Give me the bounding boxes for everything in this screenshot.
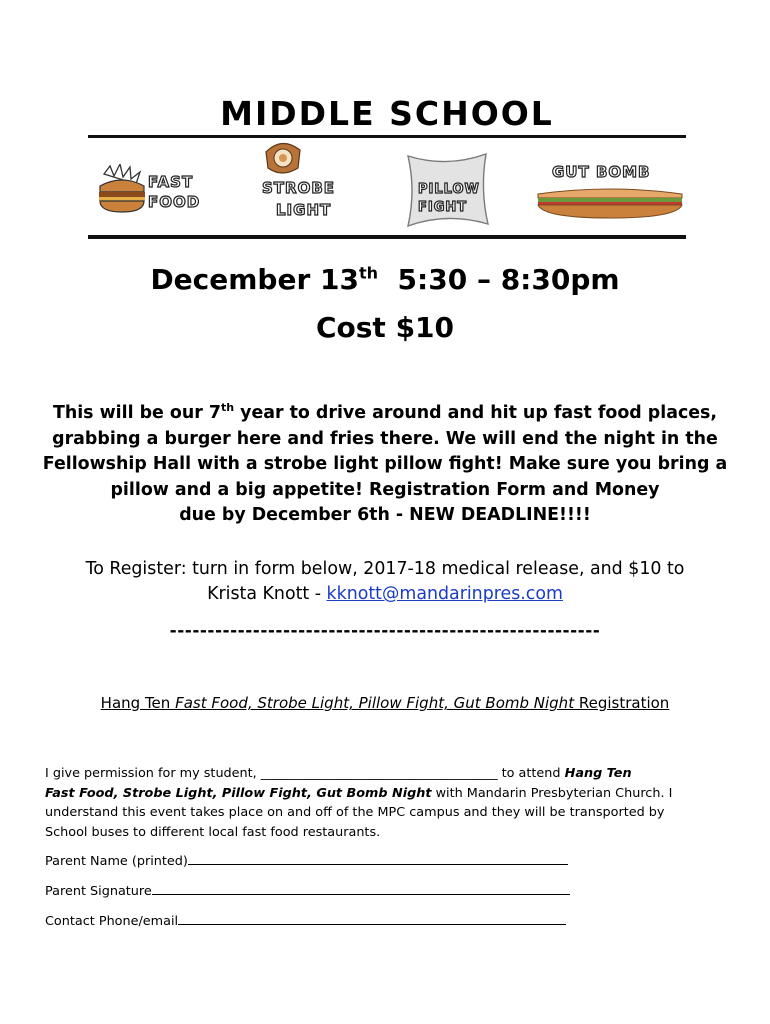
strobe-light-label-2: LIGHT bbox=[276, 201, 332, 219]
fast-food-group bbox=[94, 142, 224, 232]
intro-paragraph bbox=[40, 401, 730, 529]
permission-part-2: to attend bbox=[497, 766, 565, 781]
cut-line-divider: --------------------------------------------------------- bbox=[169, 621, 601, 641]
register-instructions bbox=[40, 557, 730, 607]
pillow-fight-label-1: PILLOW bbox=[418, 182, 480, 197]
intro-line-5: due by December 6th - NEW DEADLINE!!!! bbox=[179, 505, 591, 525]
event-time: 5:30 – 8:30pm bbox=[397, 263, 620, 296]
banner-top-rule bbox=[88, 135, 686, 138]
student-name-field[interactable]: _____________________________________ bbox=[260, 766, 498, 781]
event-banner bbox=[88, 92, 686, 242]
parent-name-label: Parent Name (printed) bbox=[45, 854, 188, 869]
contact-field[interactable] bbox=[178, 912, 566, 925]
burger-icon bbox=[96, 164, 148, 218]
contact-label: Contact Phone/email bbox=[45, 914, 179, 929]
email-link[interactable]: kknott@mandarinpres.com bbox=[326, 584, 563, 604]
registration-title bbox=[0, 694, 770, 712]
intro-line-1b: year to drive around and hit up fast food places, bbox=[234, 403, 718, 423]
fast-food-label-1: FAST bbox=[148, 173, 194, 191]
registration-title-prefix: Hang Ten bbox=[100, 694, 176, 712]
parent-signature-field[interactable] bbox=[152, 882, 570, 895]
parent-signature-label: Parent Signature bbox=[45, 884, 152, 899]
permission-line-3: understand this event takes place on and off of the MPC campus and they will be transported by bbox=[45, 805, 665, 820]
fast-food-label-2: FOOD bbox=[148, 193, 201, 211]
permission-event-name-2: Fast Food, Strobe Light, Pillow Fight, Gut Bomb Night bbox=[45, 785, 432, 801]
event-date-time bbox=[0, 262, 770, 298]
registration-title-suffix: Registration bbox=[574, 694, 670, 712]
intro-line-2: grabbing a burger here and fries there. We will end the night in the bbox=[52, 428, 718, 449]
register-contact-name: Krista Knott - bbox=[207, 584, 327, 604]
strobe-light-icon bbox=[260, 138, 306, 178]
pillow-fight-label-2: FIGHT bbox=[418, 200, 468, 215]
intro-line-3: Fellowship Hall with a strobe light pillow fight! Make sure you bring a bbox=[42, 454, 728, 474]
gut-bomb-label: GUT BOMB bbox=[552, 163, 651, 181]
pillow-fight-group bbox=[404, 142, 494, 232]
event-date: December 13 bbox=[150, 263, 359, 296]
intro-line-1a: This will be our 7 bbox=[52, 403, 221, 423]
registration-title-italic: Fast Food, Strobe Light, Pillow Fight, Gut Bomb Night bbox=[175, 694, 575, 712]
intro-line-4: pillow and a big appetite! Registration Form and Money bbox=[110, 479, 660, 500]
parent-name-row bbox=[45, 852, 568, 871]
banner-bottom-rule bbox=[88, 235, 686, 239]
strobe-light-group bbox=[258, 142, 368, 232]
sub-sandwich-icon bbox=[536, 186, 684, 220]
permission-part-1: I give permission for my student, bbox=[45, 766, 261, 781]
parent-name-field[interactable] bbox=[188, 852, 568, 865]
intro-line-1-sup: th bbox=[220, 401, 235, 415]
banner-title: MIDDLE SCHOOL bbox=[220, 94, 554, 133]
gut-bomb-group bbox=[536, 142, 684, 232]
permission-line-4: School buses to different local fast food restaurants. bbox=[45, 824, 381, 840]
permission-event-name-1: Hang Ten bbox=[564, 766, 632, 781]
event-cost: Cost $10 bbox=[315, 311, 455, 344]
permission-paragraph bbox=[45, 764, 715, 842]
strobe-light-label-1: STROBE bbox=[262, 179, 336, 197]
contact-row bbox=[45, 912, 566, 931]
parent-signature-row bbox=[45, 882, 570, 901]
register-line-1: To Register: turn in form below, 2017-18 medical release, and $10 to bbox=[85, 559, 685, 579]
permission-part-3: with Mandarin Presbyterian Church. I bbox=[431, 785, 673, 801]
event-date-suffix: th bbox=[359, 263, 379, 283]
